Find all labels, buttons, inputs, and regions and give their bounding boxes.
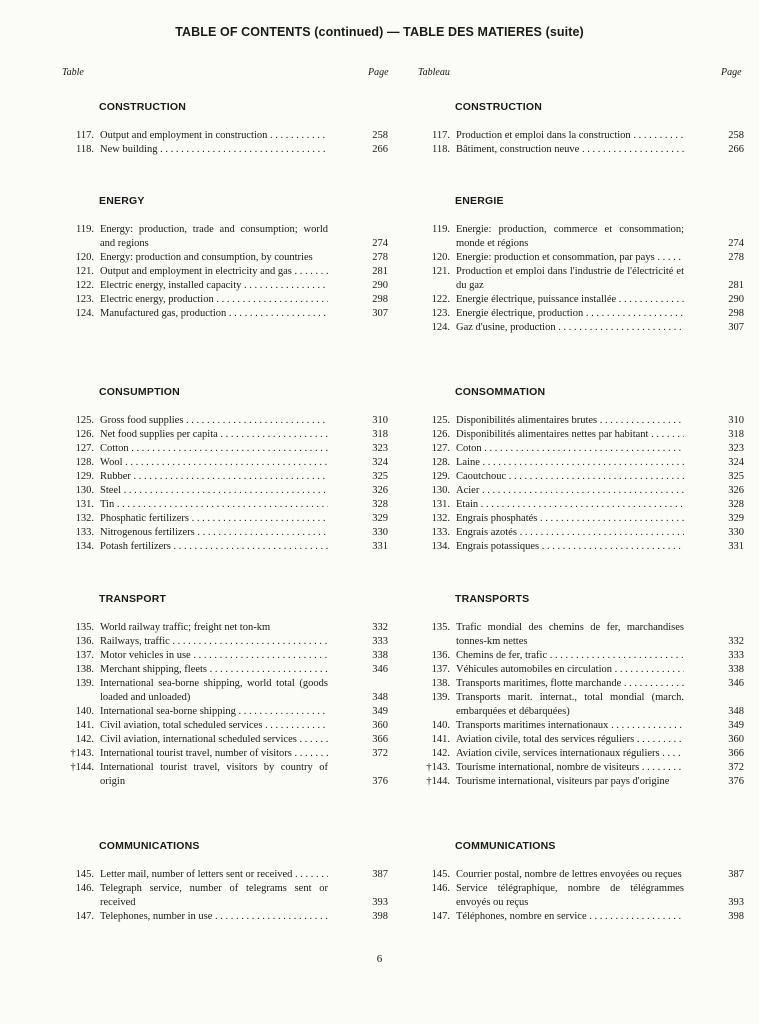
table-number: 141. — [431, 734, 450, 745]
toc-entry[interactable] — [418, 265, 744, 293]
page-reference: 325 — [728, 471, 744, 482]
table-number: 136. — [431, 650, 450, 661]
page-reference: 266 — [372, 144, 388, 155]
table-number: 136. — [75, 636, 94, 647]
page-reference: 324 — [728, 457, 744, 468]
page-reference: 338 — [372, 650, 388, 661]
table-title: Motor vehicles in use . . . — [100, 649, 328, 663]
table-title: Electric energy, production . . . — [100, 293, 328, 307]
table-number: 133. — [431, 527, 450, 538]
left-column-table-header: Table — [62, 67, 84, 78]
table-number: †144. — [70, 762, 94, 773]
page-reference: 338 — [728, 664, 744, 675]
toc-entry[interactable] — [418, 677, 744, 691]
table-number: 119. — [76, 224, 94, 235]
page-reference: 360 — [728, 734, 744, 745]
table-number: 131. — [431, 499, 450, 510]
table-number: 129. — [431, 471, 450, 482]
table-number: 124. — [75, 308, 94, 319]
toc-entry[interactable] — [62, 733, 388, 747]
english-entry-list — [62, 414, 388, 554]
toc-entry[interactable] — [418, 540, 744, 554]
table-title: Steel . . . — [100, 484, 328, 498]
toc-entry[interactable] — [62, 663, 388, 677]
toc-entry[interactable] — [62, 251, 388, 265]
toc-entry[interactable] — [62, 882, 388, 910]
table-title: Transports maritimes, flotte marchande . . . — [456, 677, 684, 691]
toc-entry[interactable] — [62, 761, 388, 789]
table-title: Engrais azotés . . . — [456, 526, 684, 540]
table-title: Bâtiment, construction neuve . . . — [456, 143, 684, 157]
toc-entry[interactable] — [62, 747, 388, 761]
page-reference: 258 — [372, 130, 388, 141]
table-number: 125. — [75, 415, 94, 426]
page-reference: 307 — [372, 308, 388, 319]
table-title: Engrais phosphatés . . . — [456, 512, 684, 526]
toc-entry[interactable] — [418, 621, 744, 649]
english-entry-list — [62, 621, 388, 789]
table-title: Telephones, number in use . . . — [100, 910, 328, 924]
toc-entry[interactable] — [62, 512, 388, 526]
page-reference: 278 — [372, 252, 388, 263]
page-number: 6 — [376, 953, 383, 965]
table-number: 123. — [431, 308, 450, 319]
table-number: 140. — [431, 720, 450, 731]
english-entry-list — [62, 223, 388, 321]
toc-entry[interactable] — [62, 540, 388, 554]
table-title: Tourisme international, nombre de visiteurs . . . — [456, 761, 684, 775]
table-title: New building . . . — [100, 143, 328, 157]
table-title: Nitrogenous fertilizers . . . — [100, 526, 328, 540]
page-reference: 332 — [372, 622, 388, 633]
page-reference: 298 — [728, 308, 744, 319]
table-title: Véhicules automobiles en circulation . . . — [456, 663, 684, 677]
table-title: Civil aviation, international scheduled services . . . — [100, 733, 328, 747]
table-number: 142. — [431, 748, 450, 759]
toc-entry[interactable] — [418, 868, 744, 882]
page-reference: 331 — [372, 541, 388, 552]
table-title: Potash fertilizers . . . — [100, 540, 328, 554]
table-number: 145. — [75, 869, 94, 880]
french-entry-list — [418, 621, 744, 789]
table-number: 121. — [431, 266, 450, 277]
toc-entry[interactable] — [418, 442, 744, 456]
table-number: 133. — [75, 527, 94, 538]
table-number: 134. — [75, 541, 94, 552]
page-reference: 332 — [728, 636, 744, 647]
table-title: Aviation civile, services internationaux réguliers . . . — [456, 747, 684, 761]
table-number: 134. — [431, 541, 450, 552]
toc-entry[interactable] — [62, 279, 388, 293]
toc-entry[interactable] — [62, 129, 388, 143]
page-reference: 366 — [372, 734, 388, 745]
section-heading-english: TRANSPORT — [99, 593, 167, 605]
table-title: Caoutchouc . . . — [456, 470, 684, 484]
toc-entry[interactable] — [62, 635, 388, 649]
toc-entry[interactable] — [418, 456, 744, 470]
page-reference: 323 — [728, 443, 744, 454]
toc-entry[interactable] — [62, 526, 388, 540]
table-number: 126. — [431, 429, 450, 440]
toc-entry[interactable] — [62, 143, 388, 157]
table-number: 142. — [75, 734, 94, 745]
page-reference: 331 — [728, 541, 744, 552]
table-number: †143. — [426, 762, 450, 773]
page-reference: 346 — [728, 678, 744, 689]
table-number: 121. — [75, 266, 94, 277]
table-number: 120. — [431, 252, 450, 263]
section-heading-french: ENERGIE — [455, 195, 504, 207]
table-title: Gross food supplies . . . — [100, 414, 328, 428]
toc-entry[interactable] — [62, 868, 388, 882]
table-number: 146. — [75, 883, 94, 894]
table-number: †144. — [426, 776, 450, 787]
table-number: 145. — [431, 869, 450, 880]
page-reference: 330 — [728, 527, 744, 538]
section-heading-english: CONSTRUCTION — [99, 101, 186, 113]
right-column-page-header: Page — [721, 67, 742, 78]
table-number: 132. — [75, 513, 94, 524]
table-number: 123. — [75, 294, 94, 305]
table-number: 147. — [75, 911, 94, 922]
table-title: International sea-borne shipping . . . — [100, 705, 328, 719]
page-reference: 274 — [728, 238, 744, 249]
page-reference: 349 — [728, 720, 744, 731]
table-number: 139. — [431, 692, 450, 703]
page-reference: 398 — [728, 911, 744, 922]
toc-entry[interactable] — [62, 456, 388, 470]
table-number: 117. — [76, 130, 94, 141]
toc-entry[interactable] — [62, 621, 388, 635]
table-title: Energy: production and consumption, by countries — [100, 252, 313, 263]
toc-entry[interactable] — [62, 293, 388, 307]
table-number: 120. — [75, 252, 94, 263]
page-reference: 323 — [372, 443, 388, 454]
table-number: 122. — [431, 294, 450, 305]
english-entry-list — [62, 868, 388, 924]
table-number: 128. — [75, 457, 94, 468]
table-title: Energie électrique, production . . . — [456, 307, 684, 321]
toc-entry[interactable] — [418, 775, 744, 789]
toc-entry[interactable] — [418, 414, 744, 428]
table-title: Laine . . . — [456, 456, 684, 470]
table-number: 147. — [431, 911, 450, 922]
page-reference: 298 — [372, 294, 388, 305]
table-title: Transports marit. internat., total mondial (march. embarquées et débarquées) — [456, 692, 684, 717]
table-title: Energy: production, trade and consumption; world and regions — [100, 224, 328, 249]
page-reference: 326 — [372, 485, 388, 496]
toc-entry[interactable] — [418, 293, 744, 307]
table-title: Phosphatic fertilizers . . . — [100, 512, 328, 526]
toc-entry[interactable] — [418, 223, 744, 251]
page-reference: 274 — [372, 238, 388, 249]
page-reference: 376 — [728, 776, 744, 787]
table-number: 128. — [431, 457, 450, 468]
toc-entry[interactable] — [62, 719, 388, 733]
toc-entry[interactable] — [62, 442, 388, 456]
toc-entry[interactable] — [418, 143, 744, 157]
page-reference: 290 — [728, 294, 744, 305]
page-reference: 349 — [372, 706, 388, 717]
toc-entry[interactable] — [62, 470, 388, 484]
english-entry-list — [62, 129, 388, 157]
table-title: Wool . . . — [100, 456, 328, 470]
page-reference: 366 — [728, 748, 744, 759]
toc-entry[interactable] — [418, 129, 744, 143]
section-heading-french: CONSTRUCTION — [455, 101, 542, 113]
table-title: Output and employment in construction . . . — [100, 129, 328, 143]
toc-entry[interactable] — [418, 663, 744, 677]
table-title: Railways, traffic . . . — [100, 635, 328, 649]
page-reference: 398 — [372, 911, 388, 922]
toc-entry[interactable] — [62, 677, 388, 705]
page-reference: 281 — [728, 280, 744, 291]
toc-entry[interactable] — [62, 428, 388, 442]
table-title: Electric energy, installed capacity . . . — [100, 279, 328, 293]
toc-entry[interactable] — [418, 251, 744, 265]
page-reference: 324 — [372, 457, 388, 468]
table-title: Gaz d'usine, production . . . — [456, 321, 684, 335]
table-number: 141. — [75, 720, 94, 731]
toc-entry[interactable] — [62, 414, 388, 428]
section-heading-english: ENERGY — [99, 195, 145, 207]
french-entry-list — [418, 868, 744, 924]
table-number: 137. — [431, 664, 450, 675]
table-title: Chemins de fer, trafic . . . — [456, 649, 684, 663]
table-title: Tourisme international, visiteurs par pays d'origine — [456, 776, 670, 787]
table-number: 135. — [431, 622, 450, 633]
table-title: Production et emploi dans l'industrie de l'électricité et du gaz — [456, 266, 684, 291]
page-reference: 329 — [372, 513, 388, 524]
table-title: Acier . . . — [456, 484, 684, 498]
toc-entry[interactable] — [418, 498, 744, 512]
page-reference: 329 — [728, 513, 744, 524]
page-reference: 360 — [372, 720, 388, 731]
table-title: Net food supplies per capita . . . — [100, 428, 328, 442]
table-number: 135. — [75, 622, 94, 633]
page-reference: 325 — [372, 471, 388, 482]
page-reference: 376 — [372, 776, 388, 787]
table-title: Energie: production, commerce et consommation; monde et régions — [456, 224, 684, 249]
toc-entry[interactable] — [418, 882, 744, 910]
table-title: Tin . . . — [100, 498, 328, 512]
toc-entry[interactable] — [418, 761, 744, 775]
table-number: 130. — [431, 485, 450, 496]
section-heading-french: TRANSPORTS — [455, 593, 530, 605]
toc-entry[interactable] — [62, 223, 388, 251]
table-number: 122. — [75, 280, 94, 291]
left-column-page-header: Page — [368, 67, 389, 78]
page-reference: 387 — [372, 869, 388, 880]
table-number: 138. — [75, 664, 94, 675]
page-reference: 346 — [372, 664, 388, 675]
toc-entry[interactable] — [418, 526, 744, 540]
page-reference: 333 — [372, 636, 388, 647]
french-entry-list — [418, 129, 744, 157]
toc-entry[interactable] — [62, 705, 388, 719]
section-heading-french: COMMUNICATIONS — [455, 840, 556, 852]
table-number: 131. — [75, 499, 94, 510]
page-reference: 387 — [728, 869, 744, 880]
table-title: Courrier postal, nombre de lettres envoyées ou reçues — [456, 869, 682, 880]
table-title: Cotton . . . — [100, 442, 328, 456]
toc-entry[interactable] — [418, 649, 744, 663]
toc-entry[interactable] — [62, 484, 388, 498]
table-title: Letter mail, number of letters sent or received . . . — [100, 868, 328, 882]
toc-entry[interactable] — [418, 321, 744, 335]
page-reference: 393 — [372, 897, 388, 908]
toc-entry[interactable] — [418, 910, 744, 924]
toc-entry[interactable] — [418, 307, 744, 321]
table-title: Service télégraphique, nombre de télégrammes envoyés ou reçus — [456, 883, 684, 908]
table-title: Telegraph service, number of telegrams sent or received — [100, 883, 328, 908]
french-entry-list — [418, 223, 744, 335]
table-number: 139. — [75, 678, 94, 689]
table-number: 127. — [75, 443, 94, 454]
table-number: 140. — [75, 706, 94, 717]
toc-entry[interactable] — [418, 747, 744, 761]
table-number: 118. — [432, 144, 450, 155]
toc-entry[interactable] — [62, 910, 388, 924]
table-title: Manufactured gas, production . . . — [100, 307, 328, 321]
page-reference: 372 — [728, 762, 744, 773]
toc-entry[interactable] — [62, 498, 388, 512]
table-title: Civil aviation, total scheduled services . . . — [100, 719, 328, 733]
table-title: Production et emploi dans la construction . . . — [456, 129, 684, 143]
table-number: 130. — [75, 485, 94, 496]
table-title: Energie: production et consommation, par pays . . . — [456, 251, 684, 265]
table-number: 126. — [75, 429, 94, 440]
table-number: 124. — [431, 322, 450, 333]
section-heading-english: CONSUMPTION — [99, 386, 180, 398]
table-title: International tourist travel, number of visitors . . . — [100, 747, 328, 761]
page-reference: 326 — [728, 485, 744, 496]
right-column-table-header: Tableau — [418, 67, 450, 78]
toc-entry[interactable] — [418, 733, 744, 747]
table-number: 127. — [431, 443, 450, 454]
toc-entry[interactable] — [418, 470, 744, 484]
page-reference: 328 — [728, 499, 744, 510]
page-reference: 328 — [372, 499, 388, 510]
section-heading-french: CONSOMMATION — [455, 386, 546, 398]
table-number: 138. — [431, 678, 450, 689]
page-reference: 266 — [728, 144, 744, 155]
table-title: Merchant shipping, fleets . . . — [100, 663, 328, 677]
page-reference: 372 — [372, 748, 388, 759]
page-reference: 290 — [372, 280, 388, 291]
toc-entry[interactable] — [62, 649, 388, 663]
table-title: Trafic mondial des chemins de fer, marchandises tonnes-km nettes — [456, 622, 684, 647]
page-reference: 310 — [372, 415, 388, 426]
toc-entry[interactable] — [418, 428, 744, 442]
page-reference: 307 — [728, 322, 744, 333]
table-number: 117. — [432, 130, 450, 141]
page-reference: 348 — [728, 706, 744, 717]
page-reference: 393 — [728, 897, 744, 908]
page-reference: 348 — [372, 692, 388, 703]
table-title: World railway traffic; freight net ton-km — [100, 622, 271, 633]
table-title: International tourist travel, visitors by country of origin — [100, 762, 328, 787]
page-title: TABLE OF CONTENTS (continued) — TABLE DES MATIERES (suite) — [175, 25, 584, 39]
page-reference: 333 — [728, 650, 744, 661]
toc-entry[interactable] — [62, 265, 388, 279]
table-title: Aviation civile, total des services réguliers . . . — [456, 733, 684, 747]
table-title: Téléphones, nombre en service . . . — [456, 910, 684, 924]
section-heading-english: COMMUNICATIONS — [99, 840, 200, 852]
table-number: 118. — [76, 144, 94, 155]
table-number: 146. — [431, 883, 450, 894]
table-title: Disponibilités alimentaires brutes . . . — [456, 414, 684, 428]
table-title: Etain . . . — [456, 498, 684, 512]
table-title: Engrais potassiques . . . — [456, 540, 684, 554]
page-reference: 318 — [372, 429, 388, 440]
table-number: †143. — [70, 748, 94, 759]
table-title: Output and employment in electricity and gas . . . — [100, 265, 328, 279]
page-reference: 281 — [372, 266, 388, 277]
toc-entry[interactable] — [62, 307, 388, 321]
table-number: 137. — [75, 650, 94, 661]
table-number: 132. — [431, 513, 450, 524]
page-reference: 278 — [728, 252, 744, 263]
table-title: International sea-borne shipping, world total (goods loaded and unloaded) — [100, 678, 328, 703]
toc-entry[interactable] — [418, 719, 744, 733]
toc-entry[interactable] — [418, 484, 744, 498]
toc-entry[interactable] — [418, 512, 744, 526]
table-title: Rubber . . . — [100, 470, 328, 484]
page-reference: 310 — [728, 415, 744, 426]
table-number: 119. — [432, 224, 450, 235]
table-title: Disponibilités alimentaires nettes par habitant . . . — [456, 428, 684, 442]
page-reference: 318 — [728, 429, 744, 440]
table-number: 125. — [431, 415, 450, 426]
table-title: Coton . . . — [456, 442, 684, 456]
table-title: Energie électrique, puissance installée . . . — [456, 293, 684, 307]
toc-entry[interactable] — [418, 691, 744, 719]
page-reference: 330 — [372, 527, 388, 538]
table-title: Transports maritimes internationaux . . . — [456, 719, 684, 733]
table-number: 129. — [75, 471, 94, 482]
page-reference: 258 — [728, 130, 744, 141]
french-entry-list — [418, 414, 744, 554]
